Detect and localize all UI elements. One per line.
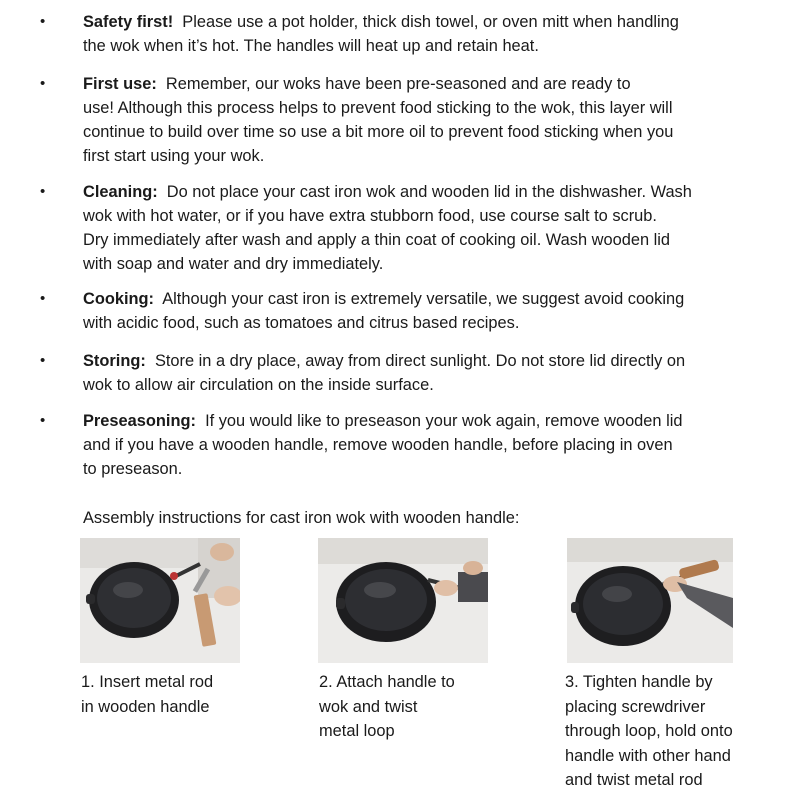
tip-text bbox=[83, 180, 773, 276]
caption-line: placing screwdriver bbox=[565, 697, 706, 716]
tip-text bbox=[83, 287, 773, 335]
wok-photo-image bbox=[567, 538, 733, 663]
tip-line: Please use a pot holder, thick dish towel, or oven mitt when handling bbox=[182, 13, 679, 31]
tip-label: Storing: bbox=[83, 352, 146, 370]
bullet-marker: • bbox=[40, 290, 46, 307]
caption-line: in wooden handle bbox=[81, 697, 210, 716]
step-2-caption bbox=[319, 670, 455, 744]
caption-line: through loop, hold onto bbox=[565, 722, 733, 740]
bullet-marker: • bbox=[40, 352, 46, 369]
wok-photo-image bbox=[318, 538, 488, 663]
caption-line: 2. Attach handle to bbox=[319, 673, 455, 691]
caption-line: and twist metal rod bbox=[565, 771, 703, 789]
bullet-marker: • bbox=[40, 13, 46, 30]
tip-line: Do not place your cast iron wok and wooden lid in the dishwasher. Wash bbox=[166, 183, 692, 201]
tip-label: Cleaning: bbox=[83, 183, 158, 201]
step-3-caption bbox=[565, 670, 733, 793]
tip-text bbox=[83, 409, 773, 481]
tip-line: the wok when it’s hot. The handles will heat up and retain heat. bbox=[83, 37, 539, 55]
step-2-photo bbox=[318, 538, 488, 663]
bullet-marker: • bbox=[40, 183, 46, 200]
tip-label: First use: bbox=[83, 75, 157, 93]
tip-line: Store in a dry place, away from direct sunlight. Do not store lid directly on bbox=[154, 352, 686, 370]
step-3-photo bbox=[567, 538, 733, 663]
tip-label: Cooking: bbox=[83, 290, 155, 308]
tip-line: with acidic food, such as tomatoes and citrus based recipes. bbox=[83, 314, 520, 332]
caption-line: wok and twist bbox=[319, 697, 418, 716]
tip-label: Safety first! bbox=[83, 13, 174, 31]
step-1-caption bbox=[81, 670, 213, 719]
tip-line: Although your cast iron is extremely versatile, we suggest avoid cooking bbox=[162, 290, 685, 308]
tip-line: Remember, our woks have been pre-seasoned and are ready to bbox=[165, 75, 631, 93]
step-1-photo bbox=[80, 538, 240, 663]
tip-text bbox=[83, 349, 773, 397]
tip-line: and if you have a wooden handle, remove wooden handle, before placing in oven bbox=[83, 436, 673, 454]
wok-photo-image bbox=[80, 538, 240, 663]
tip-text bbox=[83, 72, 773, 168]
tip-line: with soap and water and dry immediately. bbox=[83, 255, 384, 273]
tip-text bbox=[83, 10, 773, 58]
tip-line: use! Although this process helps to prevent food sticking to the wok, this layer will bbox=[83, 99, 673, 117]
caption-line: 3. Tighten handle by bbox=[565, 673, 713, 691]
bullet-marker: • bbox=[40, 75, 46, 92]
caption-line: 1. Insert metal rod bbox=[81, 673, 214, 691]
tip-line: If you would like to preseason your wok again, remove wooden lid bbox=[205, 412, 683, 430]
tip-line: to preseason. bbox=[83, 460, 183, 478]
tip-label: Preseasoning: bbox=[83, 412, 196, 430]
assembly-heading: Assembly instructions for cast iron wok with wooden handle: bbox=[83, 509, 520, 527]
tip-line: wok with hot water, or if you have extra stubborn food, use course salt to scrub. bbox=[83, 207, 657, 225]
caption-line: handle with other hand bbox=[565, 746, 731, 765]
bullet-marker: • bbox=[40, 412, 46, 429]
tip-line: continue to build over time so use a bit more oil to prevent food sticking when you bbox=[83, 123, 674, 141]
tip-line: first start using your wok. bbox=[83, 147, 265, 165]
caption-line: metal loop bbox=[319, 722, 395, 740]
tip-line: wok to allow air circulation on the inside surface. bbox=[83, 376, 434, 394]
tip-line: Dry immediately after wash and apply a thin coat of cooking oil. Wash wooden lid bbox=[83, 231, 671, 249]
